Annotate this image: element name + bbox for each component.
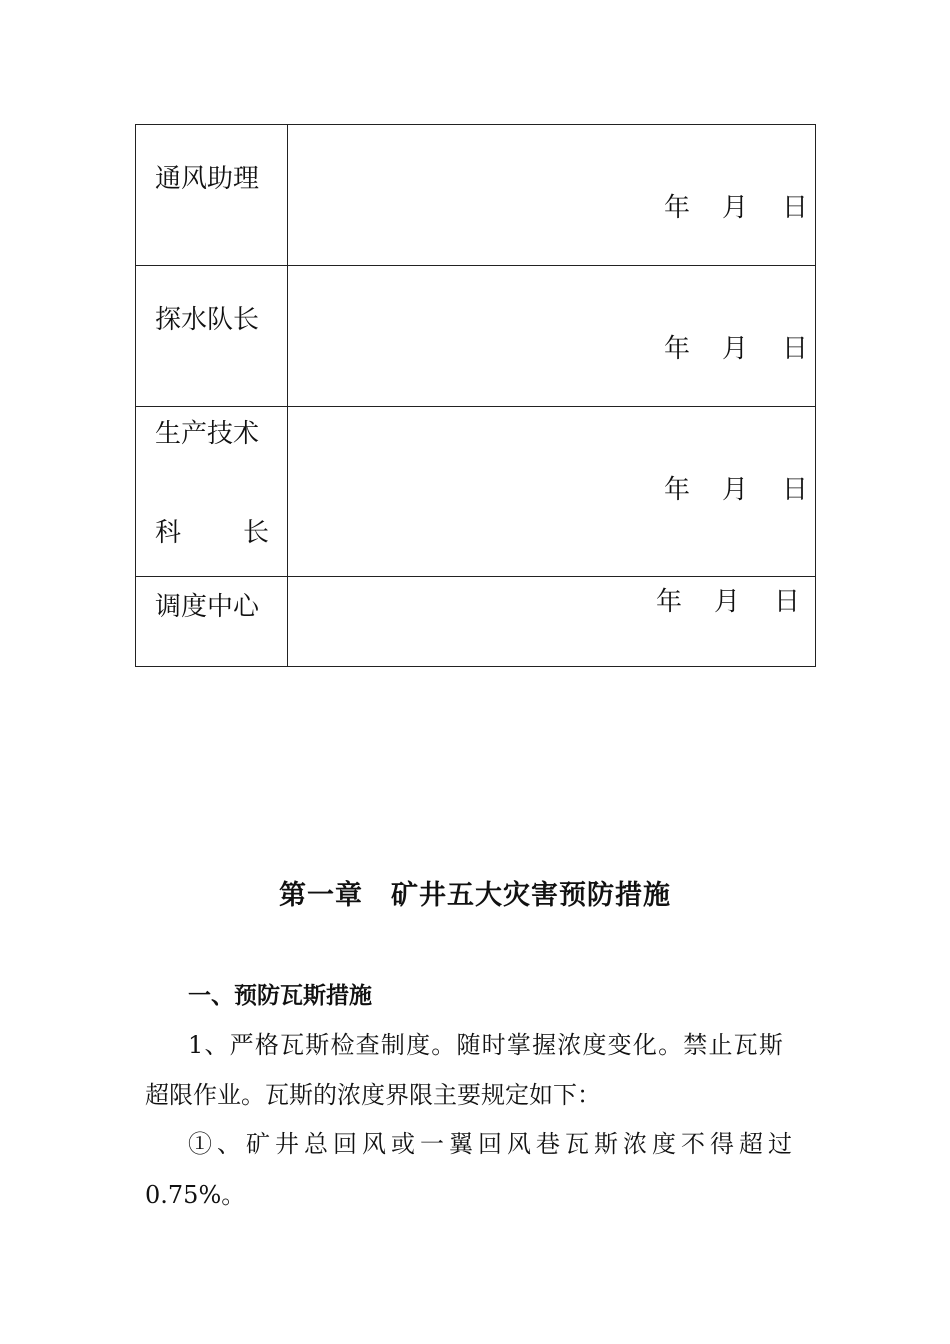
- table-row: [136, 407, 816, 577]
- signature-cell: [288, 407, 816, 577]
- month-label: 月: [722, 475, 749, 505]
- row-label-cell: [136, 407, 288, 577]
- approval-signature-table: [135, 124, 816, 667]
- year-label: 年: [664, 193, 691, 223]
- row-label-cell: [136, 577, 288, 667]
- row-label: 通风助理: [155, 164, 260, 194]
- paragraph-line: ①、矿井总回风或一翼回风巷瓦斯浓度不得超过: [188, 1130, 797, 1158]
- row-label: 探水队长: [155, 305, 260, 335]
- day-label: 日: [774, 587, 801, 617]
- table-row: [136, 266, 816, 407]
- date-fields: [656, 589, 800, 615]
- year-label: 年: [656, 587, 683, 617]
- row-label: 调度中心: [155, 592, 260, 622]
- date-fields: [664, 336, 808, 362]
- day-label: 日: [782, 193, 809, 223]
- section-title: 一、预防瓦斯措施: [188, 983, 372, 1009]
- month-label: 月: [714, 587, 741, 617]
- signature-cell: [288, 577, 816, 667]
- paragraph-line: 0.75%。: [145, 1181, 246, 1209]
- chapter-heading: 第一章 矿井五大灾害预防措施: [279, 880, 671, 911]
- month-label: 月: [722, 193, 749, 223]
- signature-cell: [288, 266, 816, 407]
- date-fields: [664, 477, 808, 503]
- day-label: 日: [782, 475, 809, 505]
- table-row: [136, 577, 816, 667]
- row-label-line2-b: 长: [243, 518, 270, 548]
- date-fields: [664, 195, 808, 221]
- paragraph-line: 1、严格瓦斯检查制度。随时掌握浓度变化。禁止瓦斯: [188, 1031, 785, 1059]
- row-label-cell: [136, 125, 288, 266]
- year-label: 年: [664, 334, 691, 364]
- row-label-line1: 生产技术: [155, 419, 260, 449]
- month-label: 月: [722, 334, 749, 364]
- signature-cell: [288, 125, 816, 266]
- year-label: 年: [664, 475, 691, 505]
- paragraph-line: 超限作业。瓦斯的浓度界限主要规定如下：: [145, 1081, 601, 1109]
- table-row: [136, 125, 816, 266]
- day-label: 日: [782, 334, 809, 364]
- row-label-cell: [136, 266, 288, 407]
- row-label-line2-a: 科: [155, 518, 182, 548]
